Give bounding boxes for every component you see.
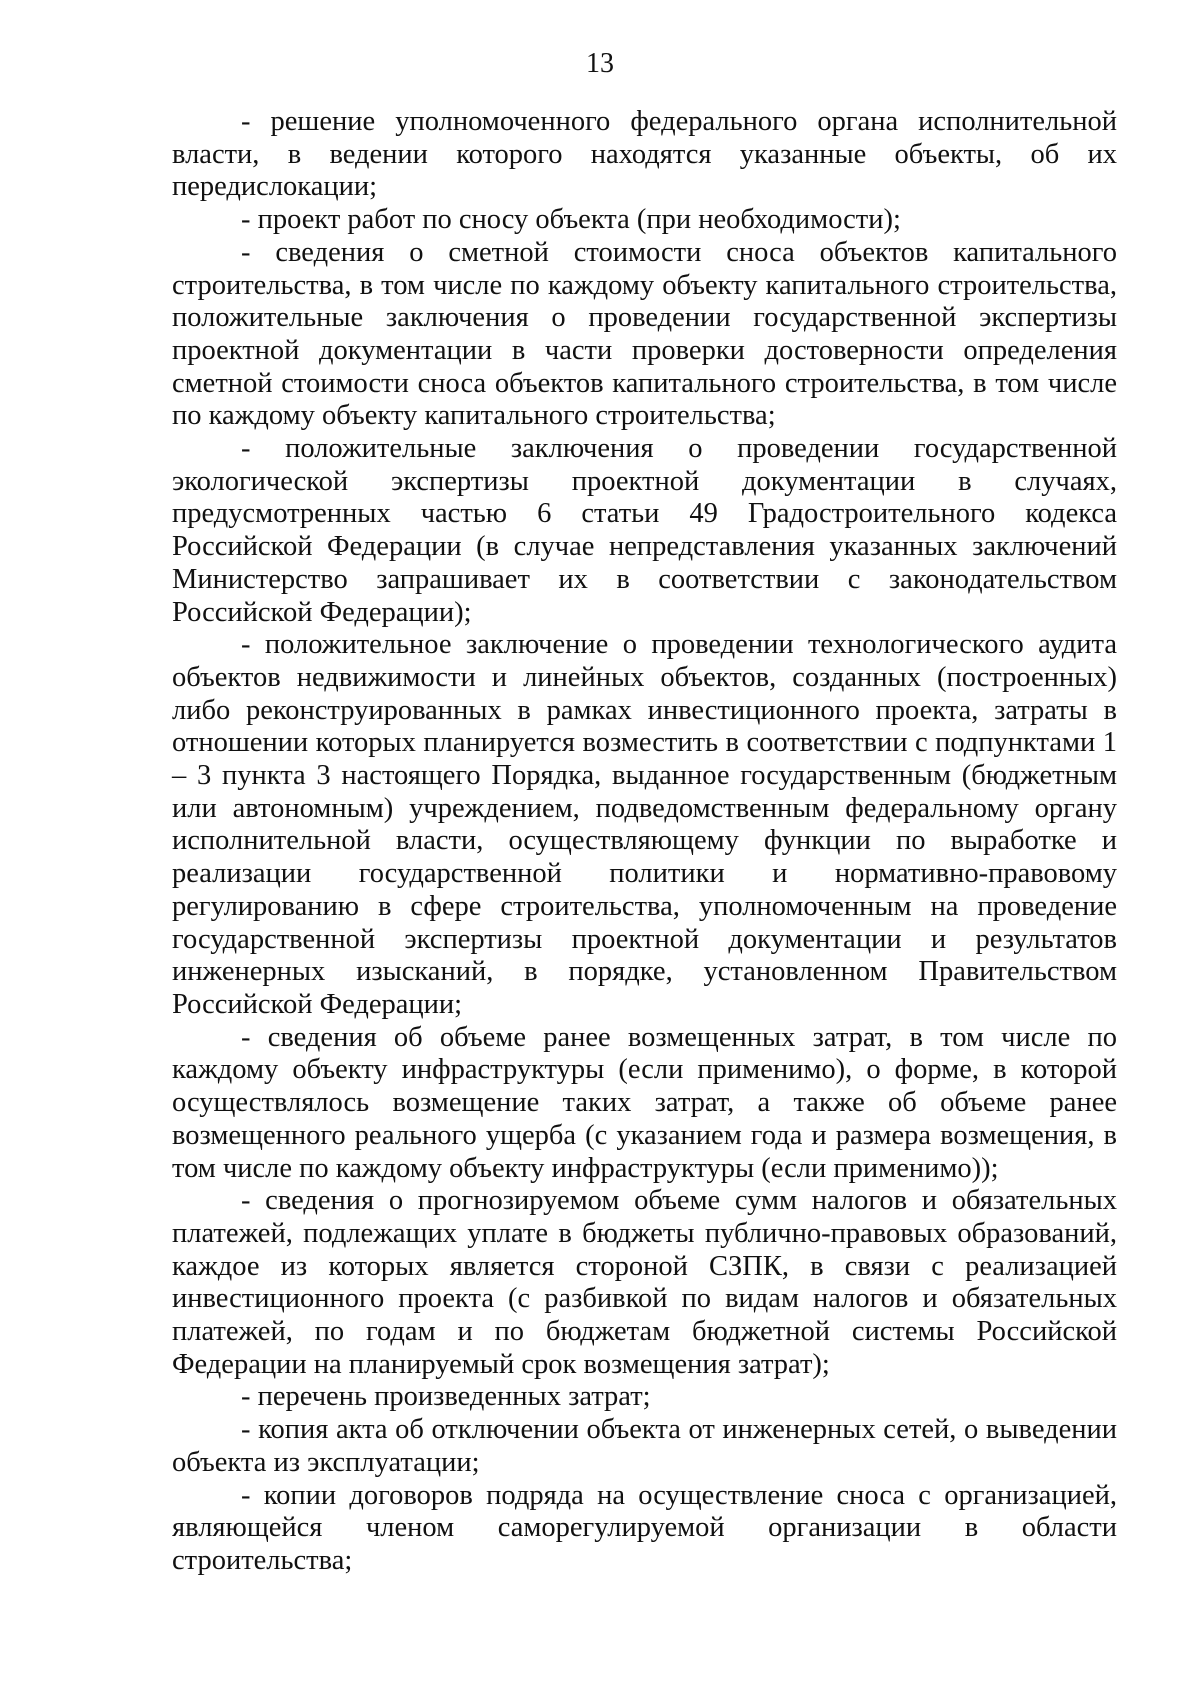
paragraph-decision-relocation: - решение уполномоченного федерального органа исполнительной власти, в ведении которого находятся указанные объекты, об их передислокации; — [172, 106, 1117, 203]
paragraph-expenses-list: - перечень произведенных затрат; — [241, 1381, 651, 1413]
paragraph-previous-compensation: - сведения об объеме ранее возмещенных затрат, в том числе по каждому объекту инфраструктуры (если применимо), о форме, в которой осуществлялось возмещение таких затрат, а также об объеме ранее возмещенного реального ущерба (с указанием года и размера возмещения, в том числе по каждому объекту инфраструктуры (если применимо)); — [172, 1021, 1117, 1184]
page-number: 13 — [586, 48, 614, 79]
document-body — [172, 106, 1117, 1578]
paragraph-demolition-project: - проект работ по сносу объекта (при необходимости); — [241, 204, 901, 236]
paragraph-tax-forecast: - сведения о прогнозируемом объеме сумм налогов и обязательных платежей, подлежащих уплате в бюджеты публично-правовых образований, каждое из которых является стороной СЗПК, в связи с реализацией инвестиционного проекта (с разбивкой по видам налогов и обязательных платежей, по годам и по бюджетам бюджетной системы Российской Федерации на планируемый срок возмещения затрат); — [172, 1185, 1117, 1380]
paragraph-contract-copies: - копии договоров подряда на осуществление сноса с организацией, являющейся членом саморегулируемой организации в области строительства; — [172, 1479, 1117, 1576]
paragraph-estimate-cost: - сведения о сметной стоимости сноса объектов капитального строительства, в том числе по каждому объекту капитального строительства, положительные заключения о проведении государственной экспертизы проектной документации в части проверки достоверности определения сметной стоимости сноса объектов капитального строительства, в том числе по каждому объекту капитального строительства; — [172, 236, 1117, 432]
paragraph-technological-audit: - положительное заключение о проведении технологического аудита объектов недвижимости и линейных объектов, созданных (построенных) либо реконструированных в рамках инвестиционного проекта, затраты в отношении которых планируется возместить в соответствии с подпунктами 1 – 3 пункта 3 настоящего Порядка, выданное государственным (бюджетным или автономным) учреждением, подведомственным федеральному органу исполнительной власти, осуществляющему функции по выработке и реализации государственной политики и нормативно-правовому регулированию в сфере строительства, уполномоченным на проведение государственной экспертизы проектной документации и результатов инженерных изысканий, в порядке, установленном Правительством Российской Федерации; — [172, 629, 1117, 1020]
paragraph-ecological-expertise: - положительные заключения о проведении государственной экологической экспертизы проектной документации в случаях, предусмотренных частью 6 статьи 49 Градостроительного кодекса Российской Федерации (в случае непредставления указанных заключений Министерство запрашивает их в соответствии с законодательством Российской Федерации); — [172, 433, 1117, 628]
paragraph-disconnection-act: - копия акта об отключении объекта от инженерных сетей, о выведении объекта из эксплуатации; — [172, 1414, 1117, 1478]
